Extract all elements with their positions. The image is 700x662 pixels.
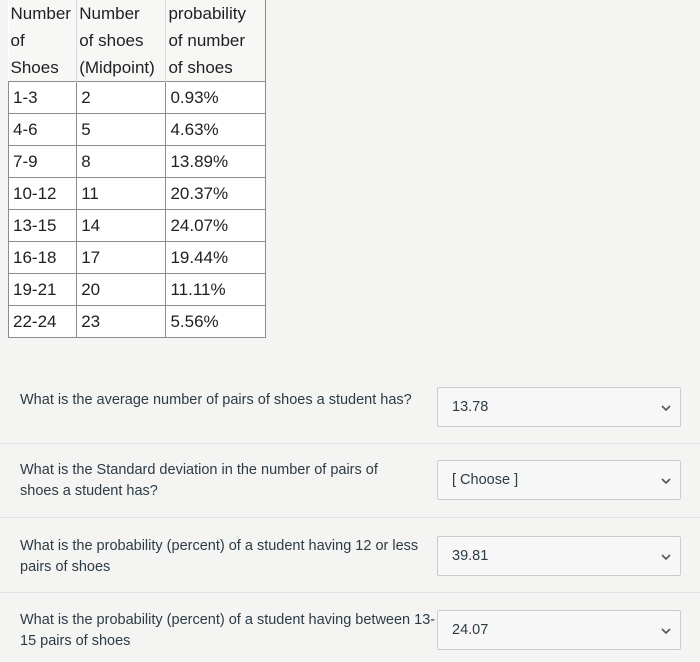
dropdown-selected-value: 24.07 — [452, 622, 489, 638]
table-cell: 13-15 — [9, 210, 77, 242]
table-row — [9, 306, 266, 338]
question-text: What is the Standard deviation in the number of pairs of shoes a student has? — [20, 462, 378, 499]
dropdown-selected-value: 39.81 — [452, 548, 489, 564]
table-cell: 20 — [77, 274, 166, 306]
table-cell: 24.07% — [166, 210, 266, 242]
table-cell: 22-24 — [9, 306, 77, 338]
table-cell: 19-21 — [9, 274, 77, 306]
chevron-down-icon — [660, 625, 672, 637]
table-row — [9, 242, 266, 274]
table-cell: 2 — [77, 82, 166, 114]
frequency-table — [8, 0, 266, 338]
divider — [0, 443, 700, 444]
table-cell: 14 — [77, 210, 166, 242]
table-row — [9, 146, 266, 178]
answer-dropdown-12-or-less[interactable] — [437, 536, 681, 576]
table-cell: 16-18 — [9, 242, 77, 274]
table-cell: 13.89% — [166, 146, 266, 178]
dropdown-selected-value: [ Choose ] — [452, 472, 519, 488]
question-text: What is the probability (percent) of a student having 12 or less pairs of shoes — [20, 538, 419, 575]
table-cell: 4-6 — [9, 114, 77, 146]
column-header-probability: probability of number of shoes — [166, 0, 266, 82]
question-text: What is the average number of pairs of shoes a student has? — [20, 392, 412, 408]
answer-dropdown-standard-deviation[interactable] — [437, 460, 681, 500]
table-row — [9, 210, 266, 242]
table-cell: 4.63% — [166, 114, 266, 146]
chevron-down-icon — [660, 551, 672, 563]
column-header-number-of-shoes: Number of Shoes — [9, 0, 77, 82]
dropdown-selected-value: 13.78 — [452, 399, 489, 415]
table-cell: 5.56% — [166, 306, 266, 338]
chevron-down-icon — [660, 402, 672, 414]
table-cell: 20.37% — [166, 178, 266, 210]
table-cell: 11 — [77, 178, 166, 210]
table-header-row — [9, 0, 266, 82]
table-cell: 10-12 — [9, 178, 77, 210]
table-cell: 7-9 — [9, 146, 77, 178]
table-cell: 19.44% — [166, 242, 266, 274]
table-cell: 17 — [77, 242, 166, 274]
answer-dropdown-average[interactable] — [437, 387, 681, 427]
table-cell: 8 — [77, 146, 166, 178]
table-cell: 11.11% — [166, 274, 266, 306]
table-row — [9, 82, 266, 114]
divider — [0, 517, 700, 518]
column-header-midpoint: Number of shoes (Midpoint) — [77, 0, 166, 82]
chevron-down-icon — [660, 475, 672, 487]
table-row — [9, 114, 266, 146]
table-row — [9, 274, 266, 306]
table-cell: 1-3 — [9, 82, 77, 114]
table-row — [9, 178, 266, 210]
answer-dropdown-between-13-15[interactable] — [437, 610, 681, 650]
question-text: What is the probability (percent) of a student having between 13-15 pairs of shoes — [20, 612, 436, 649]
divider — [0, 592, 700, 593]
table-cell: 5 — [77, 114, 166, 146]
table-cell: 0.93% — [166, 82, 266, 114]
table-cell: 23 — [77, 306, 166, 338]
